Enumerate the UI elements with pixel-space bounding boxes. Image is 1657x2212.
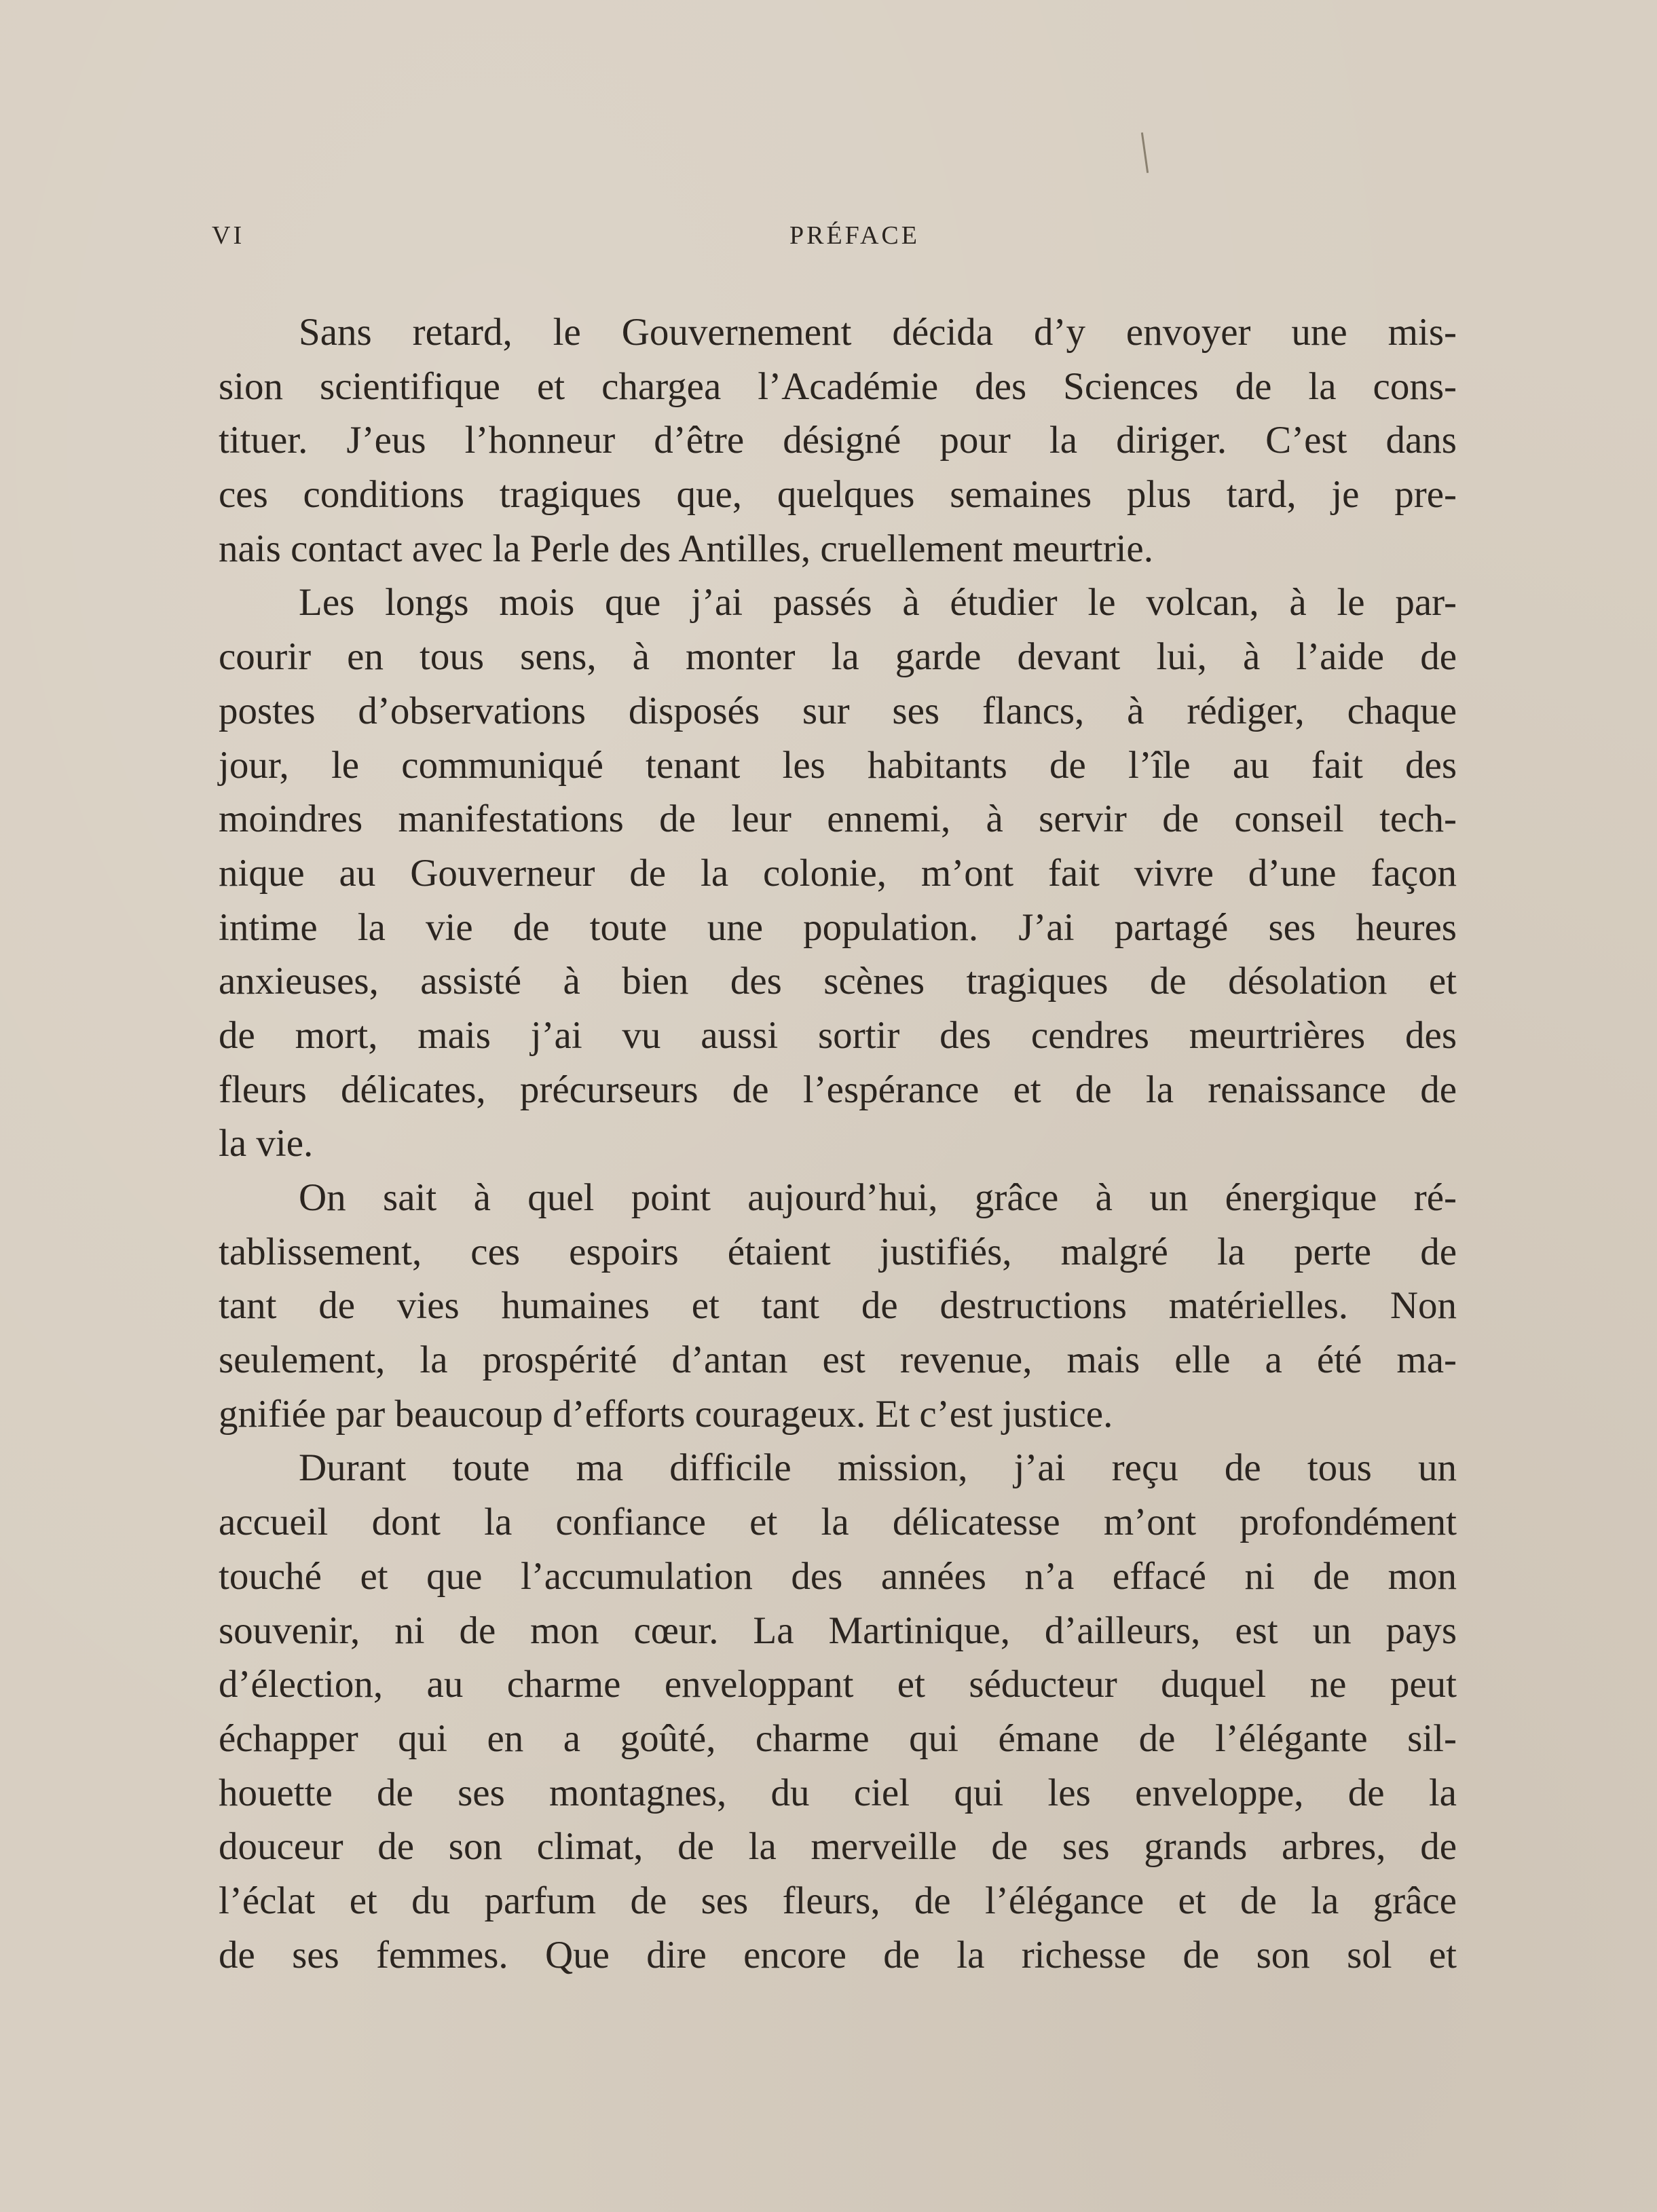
text-line: nais contact avec la Perle des Antilles, cruellement meurtrie.: [219, 527, 1153, 570]
text-line: intime la vie de toute une population. J’ai partagé ses heures: [219, 905, 1457, 949]
text-line: l’éclat et du parfum de ses fleurs, de l’élégance et de la grâce: [219, 1879, 1457, 1922]
page-body: [219, 305, 1457, 1982]
text-line: Durant toute ma difficile mission, j’ai reçu de tous un: [299, 1446, 1457, 1490]
text-line: anxieuses, assisté à bien des scènes tragiques de désolation et: [219, 960, 1457, 1003]
text-line: d’élection, au charme enveloppant et séducteur duquel ne peut: [219, 1663, 1457, 1706]
text-line: de mort, mais j’ai vu aussi sortir des cendres meurtrières des: [219, 1013, 1457, 1057]
text-line: Les longs mois que j’ai passés à étudier le volcan, à le par-: [299, 581, 1457, 624]
text-line: souvenir, ni de mon cœur. La Martinique, d’ailleurs, est un pays: [219, 1609, 1457, 1652]
text-line: la vie.: [219, 1122, 314, 1165]
text-line: accueil dont la confiance et la délicatesse m’ont profondément: [219, 1501, 1457, 1544]
text-line: ces conditions tragiques que, quelques semaines plus tard, je pre-: [219, 473, 1457, 517]
text-line: On sait à quel point aujourd’hui, grâce à un énergique ré-: [299, 1176, 1457, 1219]
text-line: tant de vies humaines et tant de destructions matérielles. Non: [219, 1284, 1457, 1328]
text-line: tituer. J’eus l’honneur d’être désigné pour la diriger. C’est dans: [219, 419, 1457, 462]
text-line: courir en tous sens, à monter la garde devant lui, à l’aide de: [219, 635, 1457, 679]
text-line: seulement, la prospérité d’antan est revenue, mais elle a été ma-: [219, 1338, 1457, 1382]
text-line: Sans retard, le Gouvernement décida d’y envoyer une mis-: [299, 311, 1457, 354]
page-number: VI: [212, 221, 245, 250]
text-line: houette de ses montagnes, du ciel qui les enveloppe, de la: [219, 1771, 1457, 1814]
text-line: nique au Gouverneur de la colonie, m’ont fait vivre d’une façon: [219, 851, 1457, 895]
text-line: touché et que l’accumulation des années n’a effacé ni de mon: [219, 1554, 1457, 1598]
text-line: fleurs délicates, précurseurs de l’espérance et de la renaissance de: [219, 1068, 1457, 1111]
text-line: tablissement, ces espoirs étaient justifiés, malgré la perte de: [219, 1230, 1457, 1273]
text-line: jour, le communiqué tenant les habitants de l’île au fait des: [219, 743, 1457, 787]
page-header: [212, 221, 1457, 261]
text-line: douceur de son climat, de la merveille de ses grands arbres, de: [219, 1825, 1457, 1869]
text-line: échapper qui en a goûté, charme qui émane de l’élégante sil-: [219, 1717, 1457, 1760]
text-line: moindres manifestations de leur ennemi, à servir de conseil tech-: [219, 798, 1457, 841]
text-line: de ses femmes. Que dire encore de la richesse de son sol et: [219, 1933, 1457, 1976]
text-line: sion scientifique et chargea l’Académie des Sciences de la cons-: [219, 364, 1457, 408]
running-title: PRÉFACE: [789, 221, 920, 250]
paper-mark: [1141, 132, 1149, 173]
text-line: gnifiée par beaucoup d’efforts courageux. Et c’est justice.: [219, 1392, 1113, 1436]
text-line: postes d’observations disposés sur ses flancs, à rédiger, chaque: [219, 689, 1457, 732]
